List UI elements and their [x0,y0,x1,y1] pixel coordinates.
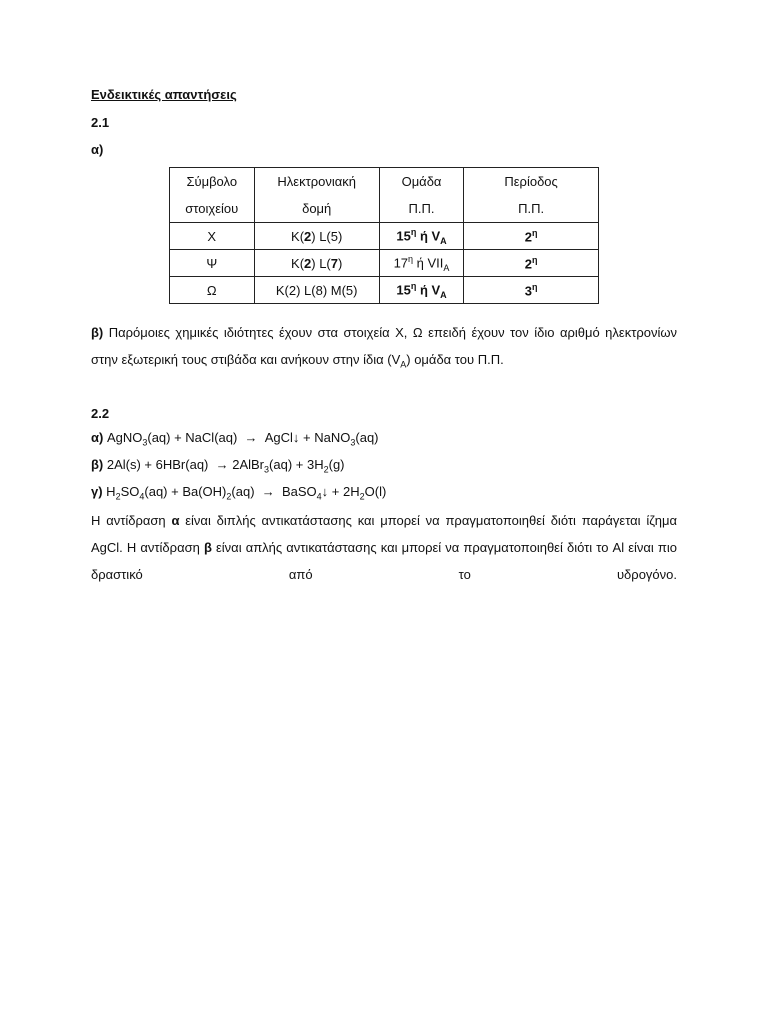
cell-period: $2^\eta$ [464,223,599,250]
explanation-paragraph: Η αντίδραση α είναι διπλής αντικατάστασης και μπορεί να πραγματοποιηθεί διότι παράγεται ίζημα AgCl. Η αντίδραση β είναι απλής αντικατάστασης και μπορεί να πραγματοποιηθεί διότι το Al είναι πιο δραστικό από το υδρογόνο. [91,513,678,582]
cell-symbol: Ω [170,277,255,304]
cell-period: $2^\eta$ [464,250,599,277]
equation-a: α) AgNO$_3$(aq) + NaCl(aq) → AgCl↓ + NaNO$_3$(aq) [91,430,379,448]
cell-group: $17^\eta$ ή $VII_A$ [379,250,463,277]
page-heading: Ενδεικτικές απαντήσεις [91,87,237,102]
cell-period: $3^\eta$ [464,277,599,304]
cell-symbol: Χ [170,223,255,250]
cell-group: $15^\eta$ ή $V_A$ [379,223,463,250]
equation-g: γ) $H_2SO_4(aq) + Ba(OH)_2(aq)$ → BaSO$_4$↓ + $2H_2O(l)$ [91,484,387,502]
elements-table [169,167,599,304]
subsection-a-label: α) [91,142,104,157]
cell-structure: K(2) L(7) [254,250,379,277]
section-2-2-label: 2.2 [91,406,110,421]
cell-symbol: Ψ [170,250,255,277]
table-row [170,250,599,277]
header-structure: Ηλεκτρονιακή δομή [254,168,379,223]
beta-paragraph: β) Παρόμοιες χημικές ιδιότητες έχουν στα στοιχεία Χ, Ω επειδή έχουν τον ίδιο αριθμό ηλεκτρονίων στην εξωτερική τους στιβάδα και ανήκουν στην ίδια $(V_A)$ ομάδα του Π.Π. [91,325,677,370]
table-row [170,277,599,304]
section-2-1-label: 2.1 [91,115,110,130]
header-group: Ομάδα Π.Π. [379,168,463,223]
table-header-row [170,168,599,223]
equation-b: β) 2Al(s) + 6HBr(aq) → 2AlBr$_3$(aq) + $3H_2(g)$ [91,457,345,475]
cell-structure: K(2) L(8) M(5) [254,277,379,304]
cell-group: $15^\eta$ ή $V_A$ [379,277,463,304]
table-row [170,223,599,250]
header-period: Περίοδος Π.Π. [464,168,599,223]
header-symbol: Σύμβολο στοιχείου [170,168,255,223]
cell-structure: K(2) L(5) [254,223,379,250]
